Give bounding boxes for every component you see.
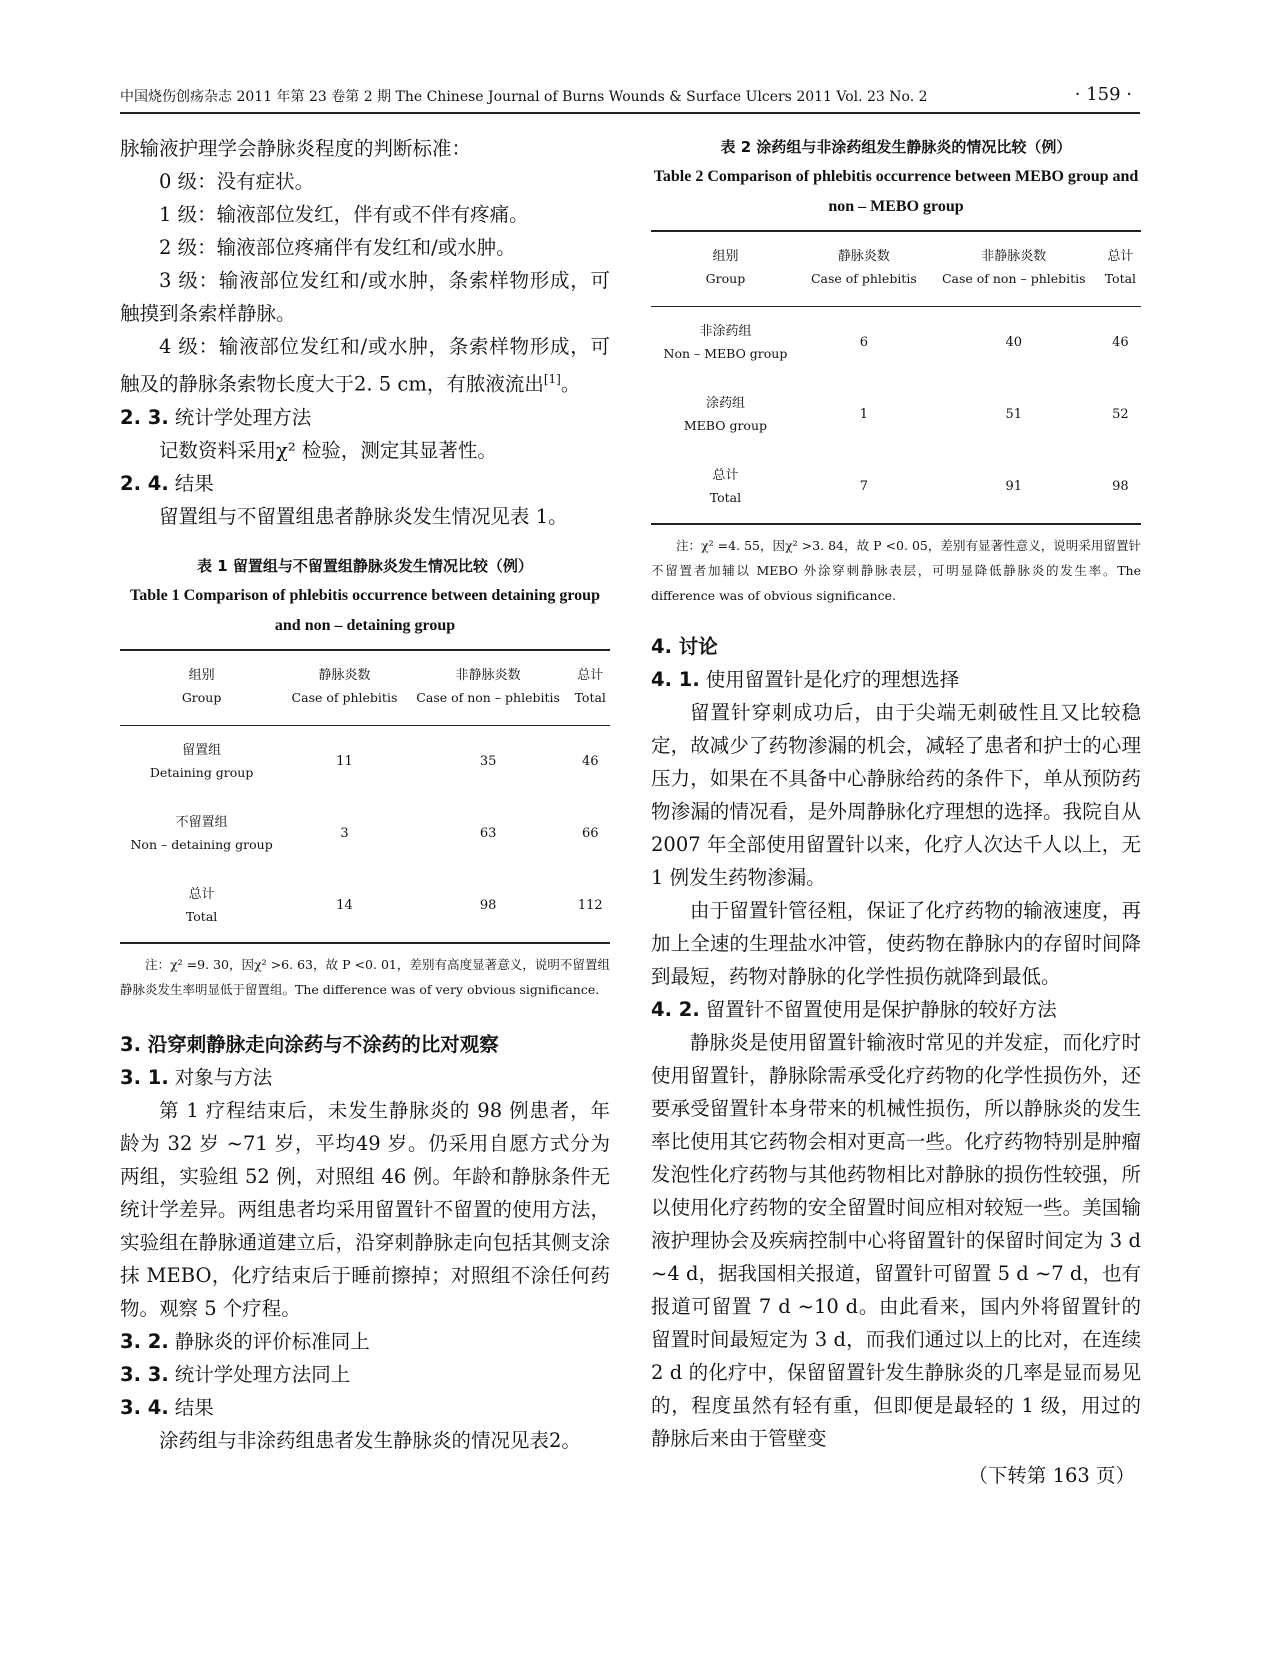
section-number: 4. 2. <box>651 998 700 1021</box>
section-title: 留置针不留置使用是保护静脉的较好方法 <box>705 998 1057 1021</box>
header-zh: 非静脉炎数 <box>455 667 521 683</box>
header-en: Case of phlebitis <box>810 271 917 286</box>
section-3-2-heading <box>120 1325 610 1358</box>
section-4-1-heading <box>651 663 1141 696</box>
column-header <box>283 650 406 726</box>
phlebitis-cell: 14 <box>283 870 406 943</box>
header-zh: 总计 <box>1107 249 1134 264</box>
section-2-3-text: 记数资料采用χ² 检验，测定其显著性。 <box>159 438 497 462</box>
header-zh: 总计 <box>577 667 604 683</box>
section-title: 使用留置针是化疗的理想选择 <box>705 668 960 691</box>
non-phlebitis-cell: 40 <box>1005 335 1023 350</box>
section-2-4-text: 留置组与不留置组患者静脉炎发生情况见表 1。 <box>159 504 568 528</box>
column-header <box>928 231 1100 307</box>
section-3-1-heading <box>120 1061 610 1094</box>
section-number: 2. 4. <box>120 471 169 495</box>
section-title: 静脉炎的评价标准同上 <box>174 1329 370 1353</box>
header-en: Group <box>705 271 746 286</box>
grade-1: 1 级：输液部位发红，伴有或不伴有疼痛。 <box>159 203 529 226</box>
group-cell <box>651 379 800 451</box>
section-number: 3. 1. <box>120 1065 169 1089</box>
non-phlebitis-cell: 98 <box>406 870 571 943</box>
header-en: Total <box>1104 271 1137 286</box>
header-en: Total <box>574 689 606 705</box>
table-2-note: 注：χ² =4. 55，因χ² >3. 84，故 P <0. 05，差别有显著性意义，说明采用留置针不留置者加辅以 MEBO 外涂穿刺静脉表层，可明显降低静脉炎的发生率。The difference was of obvious significance. <box>651 538 1141 603</box>
page-number: · 159 · <box>1074 84 1132 105</box>
header-en: Case of non – phlebitis <box>416 689 560 705</box>
group-zh: 总计 <box>188 886 215 902</box>
section-2-4-heading <box>120 467 610 500</box>
section-number: 3. 3. <box>120 1362 169 1386</box>
table-row <box>120 870 610 943</box>
right-column <box>651 132 1141 1492</box>
section-4-2-heading <box>651 993 1141 1026</box>
section-number: 4. 1. <box>651 668 700 691</box>
phlebitis-cell: 7 <box>800 451 928 524</box>
total-cell: 112 <box>571 870 611 943</box>
grade-4-text: 4 级：输液部位发红和/或水肿，条索样物形成，可触及的静脉条索物长度大于2. 5 cm，有脓液流出 <box>120 335 610 396</box>
header-en: Case of non – phlebitis <box>941 271 1086 286</box>
section-title: 统计学处理方法 <box>174 405 312 429</box>
column-header <box>800 231 928 307</box>
table-1 <box>120 649 610 944</box>
section-3-heading: 3. 沿穿刺静脉走向涂药与不涂药的比对观察 <box>120 1032 499 1056</box>
header-zh: 静脉炎数 <box>318 667 371 683</box>
total-cell: 66 <box>581 825 599 841</box>
grade-4 <box>120 330 610 401</box>
section-4-1-paragraph-1: 留置针穿刺成功后，由于尖端无刺破性且又比较稳定，故减少了药物渗漏的机会，减轻了患者和护士的心理压力，如果在不具备中心静脉给药的条件下，单从预防药物渗漏的情况看，是外周静脉化疗理想的选择。我院自从 2007 年全部使用留置针以来，化疗人次达千人以上，无 1 例发生药物渗漏。 <box>651 701 1141 889</box>
table-row <box>120 798 610 870</box>
column-header <box>120 650 283 726</box>
section-title: 统计学处理方法同上 <box>174 1362 351 1386</box>
group-zh: 留置组 <box>182 742 222 758</box>
left-column <box>120 132 610 1457</box>
table-row <box>651 451 1141 524</box>
header-zh: 组别 <box>712 249 739 264</box>
continued-note: （下转第 163 页） <box>968 1464 1135 1487</box>
grade-3: 3 级：输液部位发红和/或水肿，条索样物形成，可触摸到条索样静脉。 <box>120 269 610 325</box>
grade-4-end: 。 <box>560 372 581 396</box>
group-en: Total <box>185 908 218 924</box>
section-3-1-text: 第 1 疗程结束后，未发生静脉炎的 98 例患者，年龄为 32 岁 ~71 岁，平均49 岁。仍采用自愿方式分为两组，实验组 52 例，对照组 46 例。年龄和静脉条件无统计学差异。两组患者均采用留置针不留置的使用方法，实验组在静脉通道建立后，沿穿刺静脉走向包括其侧支涂抹 MEBO，化疗结束后于睡前擦掉；对照组不涂任何药物。观察 5 个疗程。 <box>120 1098 610 1320</box>
group-zh: 非涂药组 <box>699 324 752 339</box>
column-header <box>406 650 571 726</box>
total-cell: 52 <box>1112 407 1129 422</box>
non-phlebitis-cell: 35 <box>479 753 497 769</box>
table-1-caption-zh: 表 1 留置组与不留置组静脉炎发生情况比较（例） <box>197 556 533 575</box>
phlebitis-cell: 6 <box>859 335 868 350</box>
column-header <box>651 231 800 307</box>
grade-2: 2 级：输液部位疼痛伴有发红和/或水肿。 <box>159 236 516 259</box>
group-cell <box>651 451 800 524</box>
section-4-2-paragraph-1: 静脉炎是使用留置针输液时常见的并发症，而化疗时使用留置针，静脉除需承受化疗药物的化学性损伤外，还要承受留置针本身带来的机械性损伤，所以静脉炎的发生率比使用其它药物会相对更高一些。化疗药物特别是肿瘤发泡性化疗药物与其他药物相比对静脉的损伤性较强，所以使用化疗药物的安全留置时间应相对较短一些。美国输液护理协会及疾病控制中心将留置针的保留时间定为 3 d ~4 d，据我国相关报道，留置针可留置 5 d ~7 d，也有报道可留置 7 d ~10 d。由此看来，国内外将留置针的留置时间最短定为 3 d，而我们通过以上的比对，在连续 2 d 的化疗中，保留留置针发生静脉炎的几率是显而易见的，程度虽然有轻有重，但即便是最轻的 1 级，用过的静脉后来由于管壁变 <box>651 1031 1141 1450</box>
column-header <box>571 650 611 726</box>
section-number: 2. 3. <box>120 405 169 429</box>
running-head: 中国烧伤创疡杂志 2011 年第 23 卷第 2 期 The Chinese Journal of Burns Wounds & Surface Ulcers 2011 Vol. 23 No. 2 <box>120 89 928 105</box>
section-title: 结果 <box>174 1395 214 1419</box>
reference-marker: [1] <box>543 372 561 386</box>
non-phlebitis-cell: 63 <box>479 825 497 841</box>
page-header <box>120 84 1140 114</box>
table-1-caption-en: Table 1 Comparison of phlebitis occurrence between detaining group and non – detaining group <box>130 586 600 634</box>
non-phlebitis-cell: 91 <box>928 451 1100 524</box>
table-2-caption-zh: 表 2 涂药组与非涂药组发生静脉炎的情况比较（例） <box>720 138 1072 156</box>
section-4-heading: 4. 讨论 <box>651 635 718 658</box>
section-3-4-heading <box>120 1391 610 1424</box>
section-title: 结果 <box>174 471 214 495</box>
group-cell <box>651 307 800 380</box>
total-cell: 46 <box>581 753 599 769</box>
section-3-3-heading <box>120 1358 610 1391</box>
group-en: MEBO group <box>683 418 767 433</box>
phlebitis-cell: 1 <box>859 407 868 422</box>
total-cell: 98 <box>1100 451 1141 524</box>
group-zh: 涂药组 <box>705 396 745 411</box>
group-en: Detaining group <box>149 764 254 780</box>
non-phlebitis-cell: 51 <box>1005 407 1023 422</box>
paragraph-intro: 脉输液护理学会静脉炎程度的判断标准： <box>120 137 472 160</box>
table-row <box>651 307 1141 380</box>
section-2-3-heading <box>120 401 610 434</box>
section-title: 对象与方法 <box>174 1065 273 1089</box>
section-3-4-text: 涂药组与非涂药组患者发生静脉炎的情况见表2。 <box>159 1428 581 1452</box>
table-row <box>120 725 610 798</box>
group-en: Total <box>709 490 742 505</box>
header-en: Case of phlebitis <box>291 689 398 705</box>
group-cell <box>120 798 283 870</box>
group-en: Non – detaining group <box>130 836 273 852</box>
section-number: 3. 2. <box>120 1329 169 1353</box>
section-number: 3. 4. <box>120 1395 169 1419</box>
group-en: Non – MEBO group <box>663 346 788 361</box>
phlebitis-cell: 3 <box>340 825 349 841</box>
grade-0: 0 级：没有症状。 <box>159 170 315 193</box>
header-en: Group <box>181 689 222 705</box>
table-1-note: 注：χ² =9. 30，因χ² >6. 63，故 P <0. 01，差别有高度显著意义，说明不留置组静脉炎发生率明显低于留置组。The difference was of very obvious significance. <box>120 956 610 997</box>
table-2 <box>651 230 1141 525</box>
table-header-row <box>651 231 1141 307</box>
table-row <box>651 379 1141 451</box>
header-zh: 组别 <box>188 667 215 683</box>
table-2-caption-en: Table 2 Comparison of phlebitis occurrence between MEBO group and non – MEBO group <box>653 168 1139 215</box>
column-header <box>1100 231 1141 307</box>
group-zh: 总计 <box>712 468 739 483</box>
header-zh: 静脉炎数 <box>837 249 890 264</box>
group-zh: 不留置组 <box>175 814 228 830</box>
phlebitis-cell: 11 <box>336 753 353 769</box>
total-cell: 46 <box>1112 335 1129 350</box>
group-cell <box>120 870 283 943</box>
section-4-1-paragraph-2: 由于留置针管径粗，保证了化疗药物的输液速度，再加上全速的生理盐水冲管，使药物在静脉内的存留时间降到最短，药物对静脉的化学性损伤就降到最低。 <box>651 899 1141 988</box>
table-header-row <box>120 650 610 726</box>
header-zh: 非静脉炎数 <box>981 249 1047 264</box>
group-cell <box>120 725 283 798</box>
